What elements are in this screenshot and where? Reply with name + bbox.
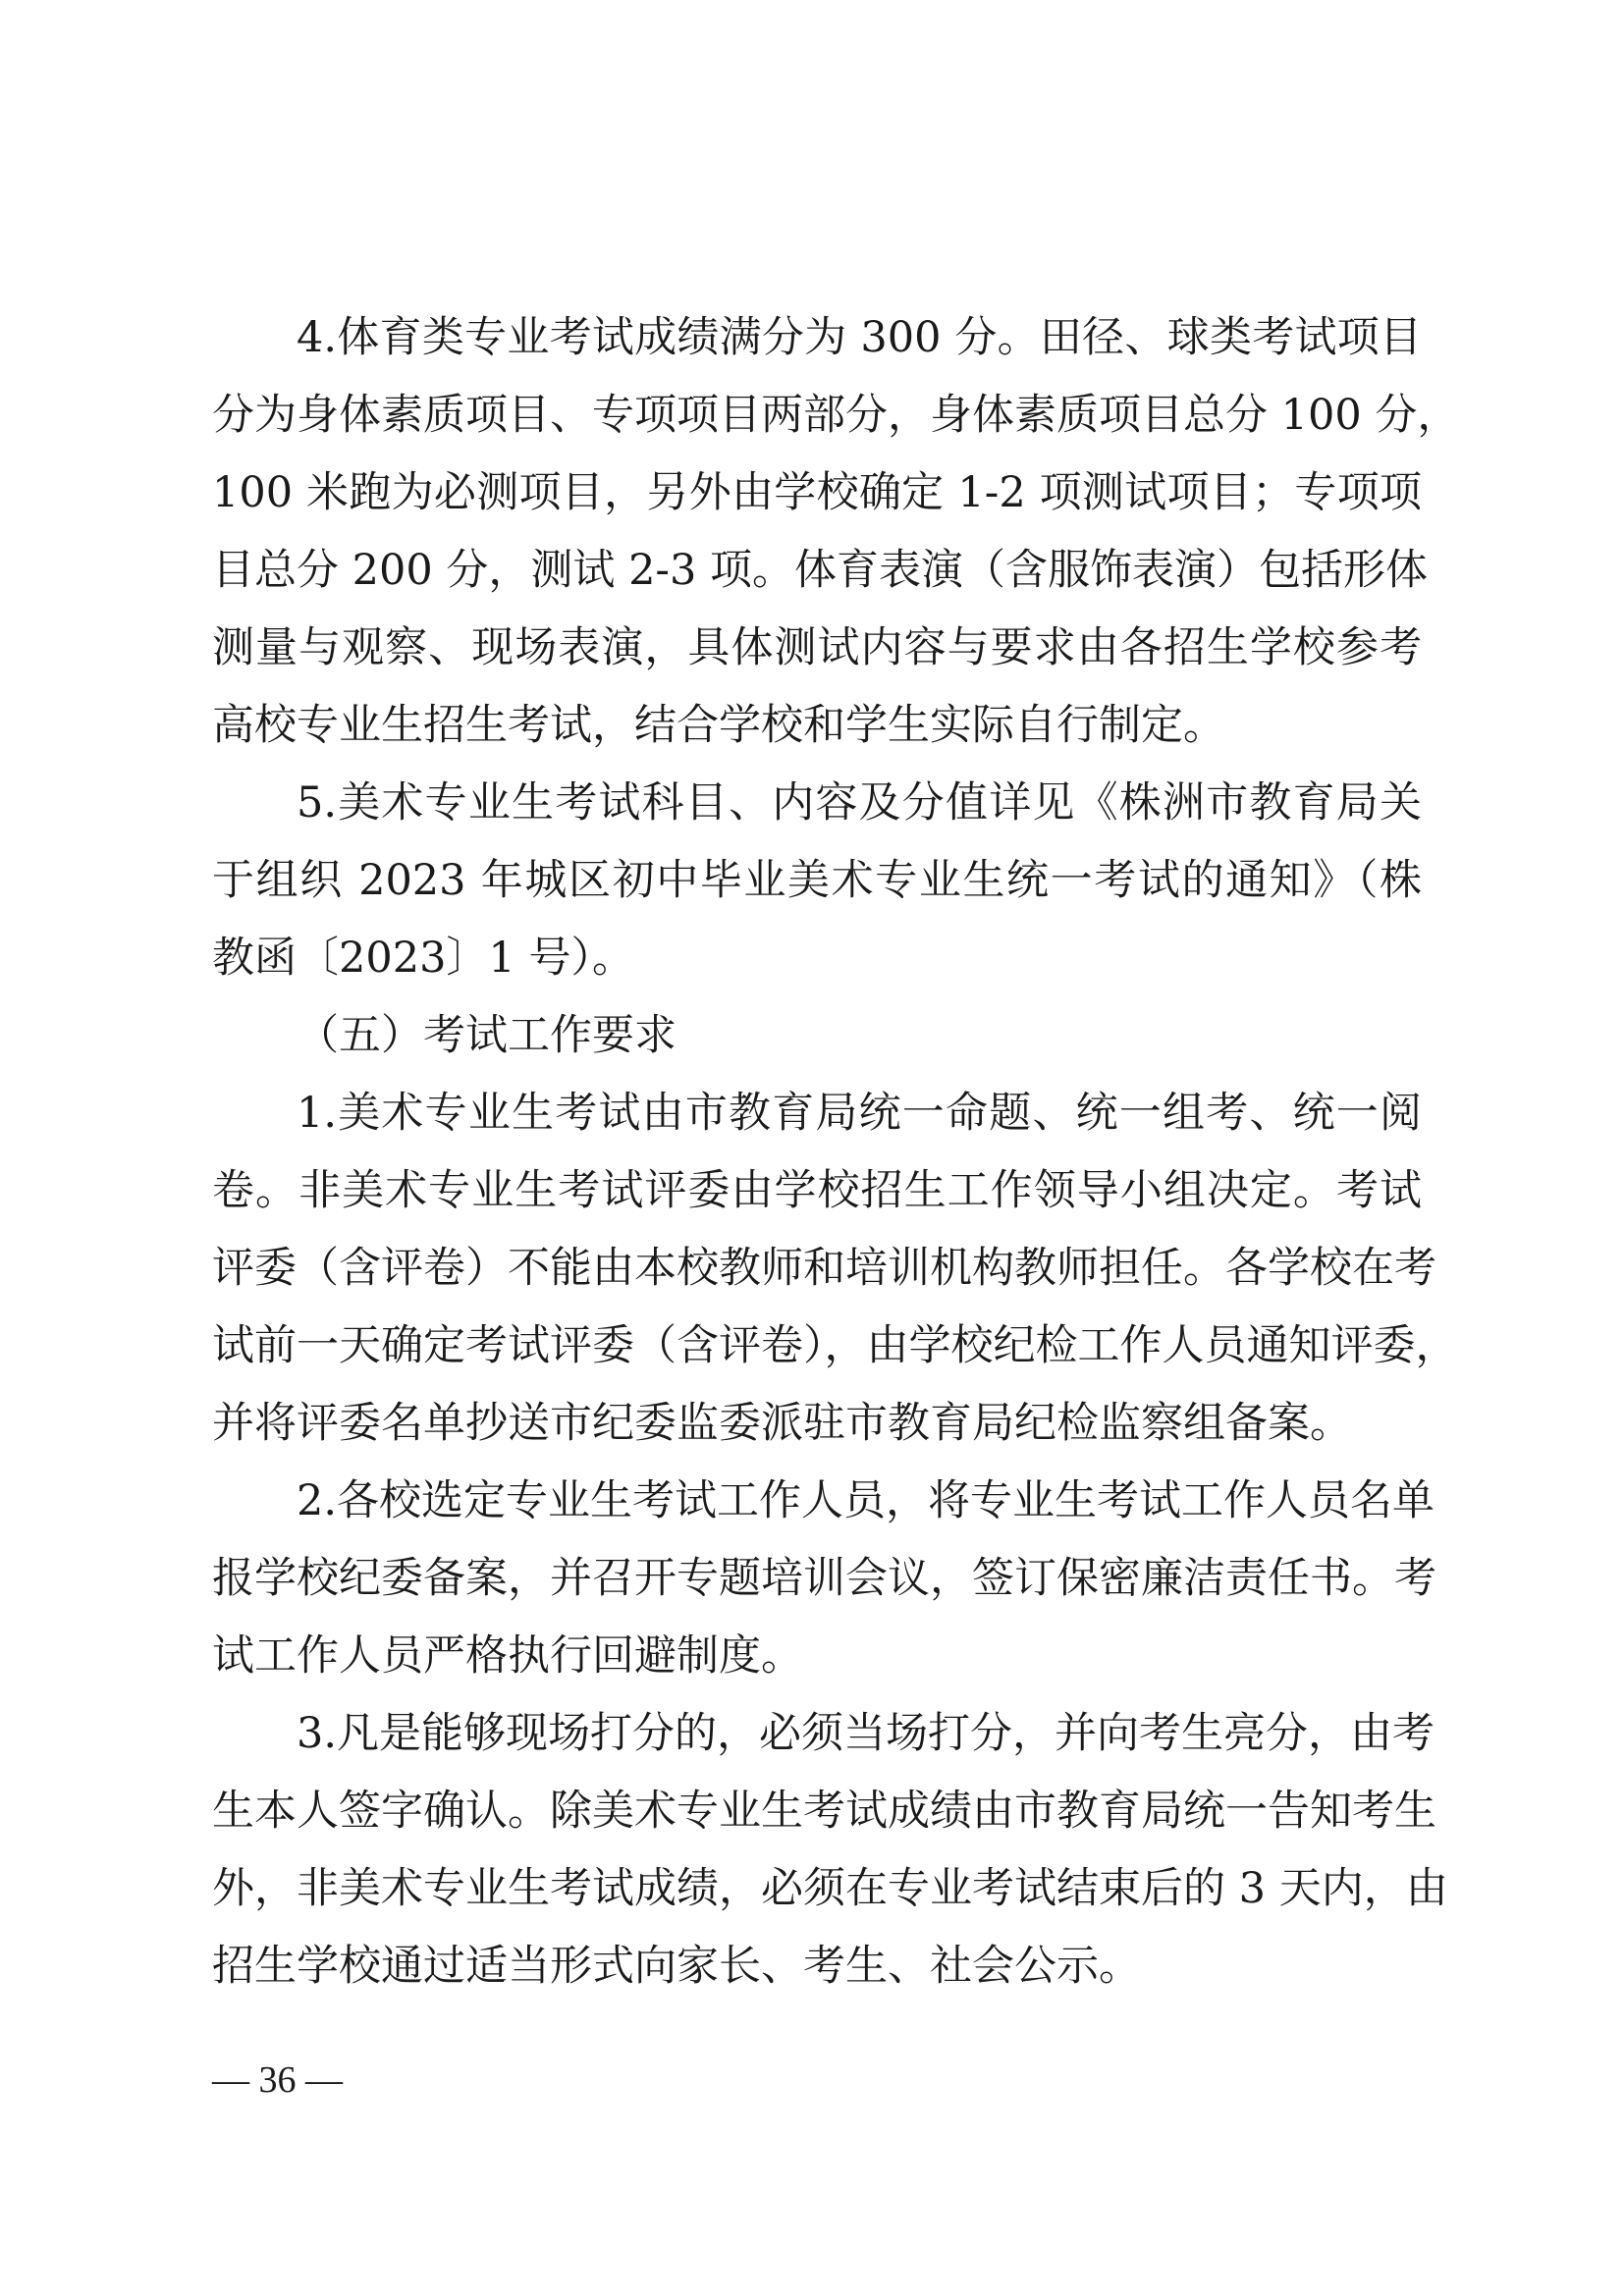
requirement-2-line-3: 试工作人员严格执行回避制度。 bbox=[212, 1631, 803, 1681]
paragraph-5-line-3: 教函〔2023〕1 号）。 bbox=[212, 934, 634, 983]
requirement-3-line-3: 外，非美术专业生考试成绩，必须在专业考试结束后的 3 天内，由 bbox=[212, 1864, 1448, 1913]
section-heading: （五）考试工作要求 bbox=[297, 1011, 677, 1060]
paragraph-4-line-2: 分为身体素质项目、专项项目两部分，身体素质项目总分 100 分， bbox=[212, 391, 1460, 440]
paragraph-4-line-4: 目总分 200 分，测试 2-3 项。体育表演（含服饰表演）包括形体 bbox=[212, 546, 1428, 595]
requirement-1-line-2: 卷。非美术专业生考试评委由学校招生工作领导小组决定。考试 bbox=[212, 1166, 1422, 1215]
requirement-1-line-5: 并将评委名单抄送市纪委监委派驻市教育局纪检监察组备案。 bbox=[212, 1399, 1352, 1448]
page-number: — 36 — bbox=[212, 2059, 343, 2101]
requirement-1-line-4: 试前一天确定考试评委（含评卷），由学校纪检工作人员通知评委， bbox=[212, 1321, 1458, 1370]
requirement-1-line-3: 评委（含评卷）不能由本校教师和培训机构教师担任。各学校在考 bbox=[212, 1244, 1436, 1293]
paragraph-4-line-1: 4.体育类专业考试成绩满分为 300 分。田径、球类考试项目 bbox=[297, 313, 1422, 362]
requirement-3-line-1: 3.凡是能够现场打分的，必须当场打分，并向考生亮分，由考 bbox=[297, 1709, 1435, 1758]
requirement-1-line-1: 1.美术专业生考试由市教育局统一命题、统一组考、统一阅 bbox=[297, 1089, 1422, 1138]
requirement-3-line-2: 生本人签字确认。除美术专业生考试成绩由市教育局统一告知考生 bbox=[212, 1787, 1436, 1836]
paragraph-5-line-1: 5.美术专业生考试科目、内容及分值详见《株洲市教育局关 bbox=[297, 778, 1422, 828]
requirement-2-line-1: 2.各校选定专业生考试工作人员，将专业生考试工作人员名单 bbox=[297, 1476, 1435, 1525]
paragraph-5-line-2: 于组织 2023 年城区初中毕业美术专业生统一考试的通知》（株 bbox=[212, 856, 1422, 905]
requirement-3-line-4: 招生学校通过适当形式向家长、考生、社会公示。 bbox=[212, 1942, 1141, 1991]
paragraph-4-line-6: 高校专业生招生考试，结合学校和学生实际自行制定。 bbox=[212, 701, 1225, 750]
paragraph-4-line-5: 测量与观察、现场表演，具体测试内容与要求由各招生学校参考 bbox=[212, 623, 1422, 672]
requirement-2-line-2: 报学校纪委备案，并召开专题培训会议，签订保密廉洁责任书。考 bbox=[212, 1554, 1436, 1603]
paragraph-4-line-3: 100 米跑为必测项目，另外由学校确定 1-2 项测试项目；专项项 bbox=[212, 468, 1422, 517]
